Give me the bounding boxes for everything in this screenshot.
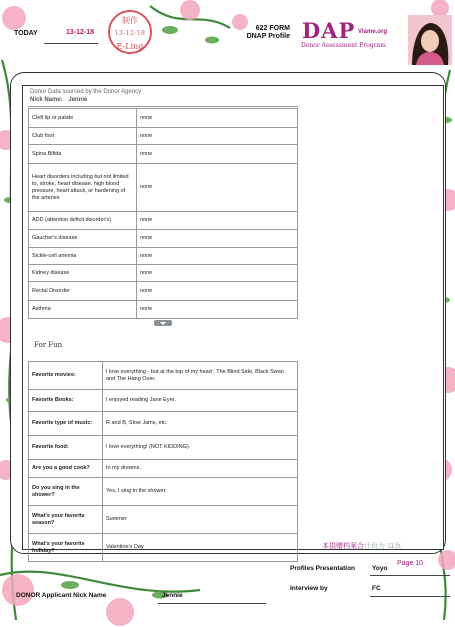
table-cell-question: Kidney disease	[29, 265, 137, 282]
table-cell-answer: Valentine's Day	[103, 534, 298, 562]
table-cell-answer: none	[137, 109, 298, 128]
table-cell-answer: none	[137, 265, 298, 282]
table-cell-question: Heart disorders including but not limited to, stroke, heart disease, high blood pressure, heart attack, or hardening of the arteries	[29, 164, 137, 212]
section-header: Donor Data sourced by the Donor Agency	[30, 89, 142, 95]
table-cell-answer: none	[137, 248, 298, 265]
dap-logo: DAP	[302, 18, 356, 43]
fun-facts-table	[28, 361, 298, 562]
table-cell-answer: none	[137, 212, 298, 230]
table-cell-question: Asthma	[29, 301, 137, 319]
logo-site-text: Vlame.org	[358, 29, 388, 35]
logo-subtitle: Donor Assessment Program	[301, 42, 386, 49]
applicant-nick-name-label: DONOR Applicant Nick Name	[16, 592, 107, 599]
table-row	[29, 534, 298, 562]
fun-section-title: For Fun	[34, 341, 63, 349]
page-count-note	[322, 541, 401, 551]
interview-by-label: Interview by	[290, 585, 328, 592]
table-row	[29, 282, 298, 301]
table-cell-answer: I love everything! (NOT KIDDING).	[103, 436, 298, 460]
table-row	[29, 362, 298, 390]
table-cell-question: Do you sing in the shower?	[29, 478, 103, 506]
form-title	[228, 25, 290, 41]
today-date: 13-12-18	[66, 29, 95, 36]
page-number: Page 10	[397, 560, 424, 567]
table-cell-question: Sickle-cell anemia	[29, 248, 137, 265]
table-row	[29, 212, 298, 230]
table-row	[29, 390, 298, 412]
table-cell-answer: none	[137, 282, 298, 301]
table-cell-answer: I love everything - but at the top of my head : The Blind Side, Black Swan and The Hang Over.	[103, 362, 298, 390]
stamp-top-text: 制作	[122, 16, 138, 25]
nick-name-label: Nick Name:	[30, 97, 63, 103]
today-label: TODAY	[14, 30, 38, 37]
table-cell-answer: none	[137, 230, 298, 248]
table-cell-question: Favorite movies:	[29, 362, 103, 390]
signature-line	[370, 575, 450, 576]
stamp-date-text: 13-12-18	[114, 30, 146, 37]
table-cell-question: Favorite Books:	[29, 390, 103, 412]
table-row	[29, 412, 298, 436]
table-row	[29, 301, 298, 319]
table-row	[29, 460, 298, 478]
nick-name-line	[30, 97, 87, 103]
table-resize-handle[interactable]	[154, 320, 172, 326]
today-underline	[44, 43, 98, 44]
table-cell-answer: R and B, Slow Jams, etc.	[103, 412, 298, 436]
table-cell-answer: Summer	[103, 506, 298, 534]
page-count-total: 计页为 11页	[364, 543, 402, 550]
form-code: 622 FORM	[255, 25, 290, 32]
table-cell-answer: none	[137, 128, 298, 145]
table-cell-question: Favorite type of music:	[29, 412, 103, 436]
applicant-nick-name-value: Jennie	[162, 592, 183, 599]
table-cell-answer: Yes, I sing in the shower.	[103, 478, 298, 506]
table-cell-question: Spina Bifida	[29, 145, 137, 164]
table-cell-question: What's your favorite season?	[29, 506, 103, 534]
table-cell-answer: In my dreams.	[103, 460, 298, 478]
table-cell-answer: none	[137, 145, 298, 164]
form-name: DNAP Profile	[246, 33, 290, 40]
red-seal-stamp	[108, 10, 152, 54]
table-row	[29, 436, 298, 460]
nick-name-value: Jennie	[68, 97, 88, 103]
table-cell-answer: none	[137, 301, 298, 319]
table-row	[29, 109, 298, 128]
table-row	[29, 128, 298, 145]
table-cell-question: What's your favorite holiday?	[29, 534, 103, 562]
table-cell-answer: none	[137, 164, 298, 212]
profiles-presentation-value: Yoyo	[372, 565, 388, 572]
table-row	[29, 265, 298, 282]
table-cell-question: ADD (attention deficit disorder's)	[29, 212, 137, 230]
table-row	[29, 230, 298, 248]
stamp-bottom-text: E-Ling	[116, 42, 144, 51]
medical-history-table	[28, 108, 298, 319]
interview-by-value: FC	[372, 585, 381, 592]
page-count-text: 本捐赠档案合	[322, 543, 364, 550]
table-row	[29, 506, 298, 534]
table-cell-question: Club foot	[29, 128, 137, 145]
table-cell-answer: I enjoyed reading Jane Eyre.	[103, 390, 298, 412]
table-cell-question: Gaucher's disease	[29, 230, 137, 248]
divider	[28, 106, 298, 107]
table-cell-question: Cleft lip or palate	[29, 109, 137, 128]
signature-line	[370, 596, 450, 597]
profiles-presentation-label: Profiles Presentation	[290, 565, 356, 572]
signature-line	[158, 603, 266, 604]
table-cell-question: Rectal Disorder	[29, 282, 137, 301]
table-row	[29, 164, 298, 212]
table-row	[29, 478, 298, 506]
table-row	[29, 248, 298, 265]
table-cell-question: Favorite food:	[29, 436, 103, 460]
table-cell-question: Are you a good cook?	[29, 460, 103, 478]
donor-photo	[408, 15, 452, 65]
table-row	[29, 145, 298, 164]
